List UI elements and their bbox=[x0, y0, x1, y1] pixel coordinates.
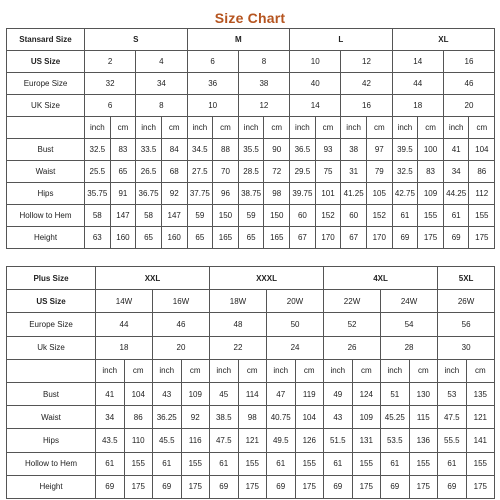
us-size-cell: 18W bbox=[210, 290, 267, 313]
measurement-cell: 67 bbox=[341, 227, 367, 249]
measurement-cell: 27.5 bbox=[187, 161, 213, 183]
measurement-cell: 31 bbox=[341, 161, 367, 183]
eu-size-cell: 32 bbox=[85, 73, 136, 95]
size-group-2: L bbox=[290, 29, 393, 51]
size-group-header-label: Plus Size bbox=[7, 267, 96, 290]
measurement-cell: 43.5 bbox=[96, 429, 125, 452]
us-size-row bbox=[7, 51, 495, 73]
measurement-row bbox=[7, 227, 495, 249]
measurement-cell: 152 bbox=[366, 205, 392, 227]
us-size-cell: 20W bbox=[267, 290, 324, 313]
units-row-label bbox=[7, 117, 85, 139]
measurement-cell: 147 bbox=[110, 205, 136, 227]
measurement-cell: 131 bbox=[352, 429, 381, 452]
us-size-label: US Size bbox=[7, 51, 85, 73]
measurement-cell: 105 bbox=[366, 183, 392, 205]
measurement-cell: 100 bbox=[418, 139, 444, 161]
measurement-cell: 155 bbox=[352, 452, 381, 475]
unit-inch-cell: inch bbox=[290, 117, 316, 139]
us-size-cell: 16W bbox=[153, 290, 210, 313]
eu-size-cell: 52 bbox=[324, 313, 381, 336]
unit-inch-cell: inch bbox=[381, 359, 410, 382]
measurement-cell: 61 bbox=[267, 452, 296, 475]
measurement-cell: 36.25 bbox=[153, 406, 182, 429]
size-group-0: XXL bbox=[96, 267, 210, 290]
us-size-cell: 4 bbox=[136, 51, 187, 73]
measurement-cell: 112 bbox=[469, 183, 495, 205]
eu-size-cell: 50 bbox=[267, 313, 324, 336]
unit-inch-cell: inch bbox=[324, 359, 353, 382]
measurement-cell: 124 bbox=[352, 382, 381, 405]
measurement-cell: 121 bbox=[466, 406, 495, 429]
measurement-cell: 69 bbox=[381, 475, 410, 498]
unit-cm-cell: cm bbox=[418, 117, 444, 139]
measurement-cell: 109 bbox=[352, 406, 381, 429]
measurement-label: Height bbox=[7, 475, 96, 498]
measurement-cell: 35.5 bbox=[238, 139, 264, 161]
us-size-cell: 10 bbox=[290, 51, 341, 73]
measurement-cell: 61 bbox=[381, 452, 410, 475]
us-size-cell: 2 bbox=[85, 51, 136, 73]
us-size-cell: 12 bbox=[341, 51, 392, 73]
unit-inch-cell: inch bbox=[438, 359, 467, 382]
measurement-cell: 67 bbox=[290, 227, 316, 249]
measurement-cell: 104 bbox=[469, 139, 495, 161]
us-size-cell: 26W bbox=[438, 290, 495, 313]
uk-size-row bbox=[7, 336, 495, 359]
measurement-cell: 58 bbox=[136, 205, 162, 227]
measurement-row bbox=[7, 382, 495, 405]
uk-size-cell: 10 bbox=[187, 95, 238, 117]
uk-size-cell: 18 bbox=[392, 95, 443, 117]
measurement-row bbox=[7, 406, 495, 429]
measurement-cell: 109 bbox=[418, 183, 444, 205]
measurement-row bbox=[7, 205, 495, 227]
measurement-cell: 126 bbox=[295, 429, 324, 452]
eu-size-cell: 46 bbox=[153, 313, 210, 336]
measurement-cell: 43 bbox=[324, 406, 353, 429]
uk-size-row bbox=[7, 95, 495, 117]
unit-inch-cell: inch bbox=[392, 117, 418, 139]
size-group-header-label: Stansard Size bbox=[7, 29, 85, 51]
unit-cm-cell: cm bbox=[161, 117, 187, 139]
measurement-cell: 29.5 bbox=[290, 161, 316, 183]
measurement-cell: 58 bbox=[85, 205, 111, 227]
unit-inch-cell: inch bbox=[443, 117, 469, 139]
measurement-cell: 61 bbox=[438, 452, 467, 475]
eu-size-cell: 48 bbox=[210, 313, 267, 336]
eu-size-cell: 40 bbox=[290, 73, 341, 95]
measurement-label: Bust bbox=[7, 382, 96, 405]
measurement-cell: 26.5 bbox=[136, 161, 162, 183]
eu-size-row bbox=[7, 313, 495, 336]
measurement-cell: 101 bbox=[315, 183, 341, 205]
unit-cm-cell: cm bbox=[295, 359, 324, 382]
measurement-cell: 104 bbox=[124, 382, 153, 405]
uk-size-cell: 28 bbox=[381, 336, 438, 359]
measurement-row bbox=[7, 475, 495, 498]
measurement-cell: 97 bbox=[366, 139, 392, 161]
eu-size-label: Europe Size bbox=[7, 313, 96, 336]
unit-cm-cell: cm bbox=[110, 117, 136, 139]
measurement-cell: 61 bbox=[324, 452, 353, 475]
measurement-cell: 175 bbox=[418, 227, 444, 249]
measurement-cell: 160 bbox=[161, 227, 187, 249]
uk-size-cell: 22 bbox=[210, 336, 267, 359]
uk-size-cell: 12 bbox=[238, 95, 289, 117]
measurement-cell: 150 bbox=[213, 205, 239, 227]
measurement-label: Height bbox=[7, 227, 85, 249]
measurement-cell: 49 bbox=[324, 382, 353, 405]
us-size-cell: 14W bbox=[96, 290, 153, 313]
unit-inch-cell: inch bbox=[187, 117, 213, 139]
measurement-cell: 34.5 bbox=[187, 139, 213, 161]
uk-size-label: Uk Size bbox=[7, 336, 96, 359]
measurement-cell: 86 bbox=[124, 406, 153, 429]
measurement-cell: 170 bbox=[315, 227, 341, 249]
us-size-cell: 24W bbox=[381, 290, 438, 313]
measurement-cell: 69 bbox=[324, 475, 353, 498]
measurement-cell: 86 bbox=[469, 161, 495, 183]
measurement-cell: 141 bbox=[466, 429, 495, 452]
measurement-cell: 36.75 bbox=[136, 183, 162, 205]
measurement-cell: 91 bbox=[110, 183, 136, 205]
us-size-cell: 22W bbox=[324, 290, 381, 313]
eu-size-cell: 56 bbox=[438, 313, 495, 336]
measurement-cell: 130 bbox=[409, 382, 438, 405]
uk-size-cell: 16 bbox=[341, 95, 392, 117]
measurement-label: Hollow to Hem bbox=[7, 452, 96, 475]
measurement-cell: 41 bbox=[443, 139, 469, 161]
measurement-cell: 51 bbox=[381, 382, 410, 405]
measurement-cell: 155 bbox=[469, 205, 495, 227]
measurement-cell: 47.5 bbox=[210, 429, 239, 452]
measurement-cell: 42.75 bbox=[392, 183, 418, 205]
plus-size-table bbox=[6, 266, 495, 499]
unit-cm-cell: cm bbox=[213, 117, 239, 139]
size-group-row bbox=[7, 267, 495, 290]
eu-size-cell: 34 bbox=[136, 73, 187, 95]
measurement-cell: 92 bbox=[161, 183, 187, 205]
unit-cm-cell: cm bbox=[366, 117, 392, 139]
measurement-cell: 59 bbox=[187, 205, 213, 227]
uk-size-cell: 18 bbox=[96, 336, 153, 359]
measurement-cell: 79 bbox=[366, 161, 392, 183]
uk-size-cell: 26 bbox=[324, 336, 381, 359]
unit-cm-cell: cm bbox=[124, 359, 153, 382]
measurement-cell: 38 bbox=[341, 139, 367, 161]
measurement-cell: 65 bbox=[136, 227, 162, 249]
measurement-cell: 165 bbox=[213, 227, 239, 249]
measurement-cell: 155 bbox=[238, 452, 267, 475]
units-row bbox=[7, 359, 495, 382]
unit-inch-cell: inch bbox=[238, 117, 264, 139]
measurement-cell: 175 bbox=[469, 227, 495, 249]
measurement-cell: 63 bbox=[85, 227, 111, 249]
measurement-cell: 36.5 bbox=[290, 139, 316, 161]
uk-size-cell: 20 bbox=[443, 95, 494, 117]
measurement-cell: 116 bbox=[181, 429, 210, 452]
measurement-cell: 53.5 bbox=[381, 429, 410, 452]
measurement-cell: 155 bbox=[181, 452, 210, 475]
measurement-label: Waist bbox=[7, 161, 85, 183]
measurement-cell: 38.5 bbox=[210, 406, 239, 429]
measurement-row bbox=[7, 139, 495, 161]
measurement-cell: 155 bbox=[418, 205, 444, 227]
measurement-cell: 61 bbox=[210, 452, 239, 475]
uk-size-cell: 6 bbox=[85, 95, 136, 117]
us-size-cell: 16 bbox=[443, 51, 494, 73]
measurement-cell: 98 bbox=[238, 406, 267, 429]
measurement-row bbox=[7, 161, 495, 183]
unit-cm-cell: cm bbox=[466, 359, 495, 382]
measurement-cell: 37.75 bbox=[187, 183, 213, 205]
measurement-cell: 83 bbox=[110, 139, 136, 161]
measurement-cell: 75 bbox=[315, 161, 341, 183]
unit-cm-cell: cm bbox=[315, 117, 341, 139]
measurement-cell: 175 bbox=[466, 475, 495, 498]
measurement-cell: 39.75 bbox=[290, 183, 316, 205]
size-group-1: XXXL bbox=[210, 267, 324, 290]
standard-size-table bbox=[6, 28, 495, 249]
uk-size-cell: 30 bbox=[438, 336, 495, 359]
size-group-1: M bbox=[187, 29, 290, 51]
measurement-cell: 68 bbox=[161, 161, 187, 183]
uk-size-cell: 8 bbox=[136, 95, 187, 117]
unit-inch-cell: inch bbox=[210, 359, 239, 382]
measurement-cell: 53 bbox=[438, 382, 467, 405]
us-size-cell: 14 bbox=[392, 51, 443, 73]
units-row-label bbox=[7, 359, 96, 382]
measurement-cell: 60 bbox=[341, 205, 367, 227]
measurement-cell: 135 bbox=[466, 382, 495, 405]
measurement-cell: 33.5 bbox=[136, 139, 162, 161]
uk-size-label: UK Size bbox=[7, 95, 85, 117]
measurement-cell: 61 bbox=[443, 205, 469, 227]
measurement-cell: 34 bbox=[443, 161, 469, 183]
measurement-cell: 165 bbox=[264, 227, 290, 249]
measurement-cell: 34 bbox=[96, 406, 125, 429]
measurement-cell: 170 bbox=[366, 227, 392, 249]
measurement-label: Hips bbox=[7, 429, 96, 452]
measurement-cell: 155 bbox=[409, 452, 438, 475]
measurement-cell: 35.75 bbox=[85, 183, 111, 205]
unit-cm-cell: cm bbox=[469, 117, 495, 139]
unit-cm-cell: cm bbox=[238, 359, 267, 382]
measurement-cell: 155 bbox=[295, 452, 324, 475]
eu-size-cell: 46 bbox=[443, 73, 494, 95]
unit-cm-cell: cm bbox=[409, 359, 438, 382]
measurement-cell: 65 bbox=[110, 161, 136, 183]
measurement-cell: 147 bbox=[161, 205, 187, 227]
measurement-cell: 44.25 bbox=[443, 183, 469, 205]
measurement-cell: 39.5 bbox=[392, 139, 418, 161]
measurement-cell: 41.25 bbox=[341, 183, 367, 205]
measurement-cell: 61 bbox=[153, 452, 182, 475]
measurement-cell: 47.5 bbox=[438, 406, 467, 429]
measurement-cell: 55.5 bbox=[438, 429, 467, 452]
eu-size-cell: 44 bbox=[96, 313, 153, 336]
eu-size-cell: 54 bbox=[381, 313, 438, 336]
measurement-cell: 41 bbox=[96, 382, 125, 405]
eu-size-cell: 38 bbox=[238, 73, 289, 95]
measurement-cell: 175 bbox=[124, 475, 153, 498]
measurement-cell: 25.5 bbox=[85, 161, 111, 183]
measurement-cell: 109 bbox=[181, 382, 210, 405]
uk-size-cell: 20 bbox=[153, 336, 210, 359]
measurement-cell: 83 bbox=[418, 161, 444, 183]
measurement-cell: 115 bbox=[409, 406, 438, 429]
size-group-0: S bbox=[85, 29, 188, 51]
measurement-cell: 69 bbox=[392, 227, 418, 249]
measurement-cell: 119 bbox=[295, 382, 324, 405]
measurement-cell: 84 bbox=[161, 139, 187, 161]
measurement-cell: 69 bbox=[210, 475, 239, 498]
measurement-label: Hips bbox=[7, 183, 85, 205]
unit-inch-cell: inch bbox=[136, 117, 162, 139]
eu-size-label: Europe Size bbox=[7, 73, 85, 95]
unit-cm-cell: cm bbox=[181, 359, 210, 382]
measurement-cell: 93 bbox=[315, 139, 341, 161]
unit-inch-cell: inch bbox=[85, 117, 111, 139]
measurement-label: Hollow to Hem bbox=[7, 205, 85, 227]
measurement-cell: 38.75 bbox=[238, 183, 264, 205]
measurement-cell: 61 bbox=[392, 205, 418, 227]
unit-inch-cell: inch bbox=[341, 117, 367, 139]
measurement-cell: 155 bbox=[466, 452, 495, 475]
measurement-cell: 155 bbox=[124, 452, 153, 475]
size-group-row bbox=[7, 29, 495, 51]
measurement-cell: 69 bbox=[153, 475, 182, 498]
measurement-cell: 60 bbox=[290, 205, 316, 227]
measurement-label: Waist bbox=[7, 406, 96, 429]
measurement-cell: 47 bbox=[267, 382, 296, 405]
measurement-cell: 160 bbox=[110, 227, 136, 249]
measurement-cell: 49.5 bbox=[267, 429, 296, 452]
unit-cm-cell: cm bbox=[352, 359, 381, 382]
measurement-cell: 59 bbox=[238, 205, 264, 227]
measurement-cell: 45 bbox=[210, 382, 239, 405]
eu-size-cell: 42 bbox=[341, 73, 392, 95]
measurement-cell: 69 bbox=[438, 475, 467, 498]
measurement-cell: 40.75 bbox=[267, 406, 296, 429]
size-group-2: 4XL bbox=[324, 267, 438, 290]
size-group-3: 5XL bbox=[438, 267, 495, 290]
unit-cm-cell: cm bbox=[264, 117, 290, 139]
measurement-label: Bust bbox=[7, 139, 85, 161]
measurement-cell: 110 bbox=[124, 429, 153, 452]
unit-inch-cell: inch bbox=[267, 359, 296, 382]
measurement-cell: 92 bbox=[181, 406, 210, 429]
measurement-cell: 175 bbox=[409, 475, 438, 498]
us-size-cell: 6 bbox=[187, 51, 238, 73]
measurement-cell: 70 bbox=[213, 161, 239, 183]
measurement-cell: 175 bbox=[352, 475, 381, 498]
measurement-cell: 90 bbox=[264, 139, 290, 161]
uk-size-cell: 24 bbox=[267, 336, 324, 359]
uk-size-cell: 14 bbox=[290, 95, 341, 117]
measurement-cell: 150 bbox=[264, 205, 290, 227]
measurement-cell: 32.5 bbox=[392, 161, 418, 183]
measurement-cell: 175 bbox=[181, 475, 210, 498]
measurement-cell: 28.5 bbox=[238, 161, 264, 183]
measurement-cell: 69 bbox=[443, 227, 469, 249]
measurement-cell: 72 bbox=[264, 161, 290, 183]
measurement-cell: 98 bbox=[264, 183, 290, 205]
measurement-cell: 45.25 bbox=[381, 406, 410, 429]
measurement-cell: 96 bbox=[213, 183, 239, 205]
us-size-label: US Size bbox=[7, 290, 96, 313]
size-group-3: XL bbox=[392, 29, 495, 51]
eu-size-row bbox=[7, 73, 495, 95]
measurement-cell: 69 bbox=[267, 475, 296, 498]
measurement-cell: 175 bbox=[238, 475, 267, 498]
eu-size-cell: 36 bbox=[187, 73, 238, 95]
units-row bbox=[7, 117, 495, 139]
measurement-cell: 104 bbox=[295, 406, 324, 429]
us-size-cell: 8 bbox=[238, 51, 289, 73]
measurement-row bbox=[7, 452, 495, 475]
measurement-cell: 43 bbox=[153, 382, 182, 405]
measurement-cell: 51.5 bbox=[324, 429, 353, 452]
us-size-row bbox=[7, 290, 495, 313]
measurement-cell: 114 bbox=[238, 382, 267, 405]
measurement-cell: 88 bbox=[213, 139, 239, 161]
measurement-row bbox=[7, 429, 495, 452]
eu-size-cell: 44 bbox=[392, 73, 443, 95]
measurement-cell: 61 bbox=[96, 452, 125, 475]
measurement-cell: 45.5 bbox=[153, 429, 182, 452]
measurement-cell: 69 bbox=[96, 475, 125, 498]
unit-inch-cell: inch bbox=[153, 359, 182, 382]
measurement-cell: 32.5 bbox=[85, 139, 111, 161]
page-title: Size Chart bbox=[214, 10, 286, 26]
measurement-cell: 65 bbox=[187, 227, 213, 249]
measurement-cell: 136 bbox=[409, 429, 438, 452]
measurement-row bbox=[7, 183, 495, 205]
measurement-cell: 65 bbox=[238, 227, 264, 249]
unit-inch-cell: inch bbox=[96, 359, 125, 382]
measurement-cell: 152 bbox=[315, 205, 341, 227]
measurement-cell: 121 bbox=[238, 429, 267, 452]
measurement-cell: 175 bbox=[295, 475, 324, 498]
